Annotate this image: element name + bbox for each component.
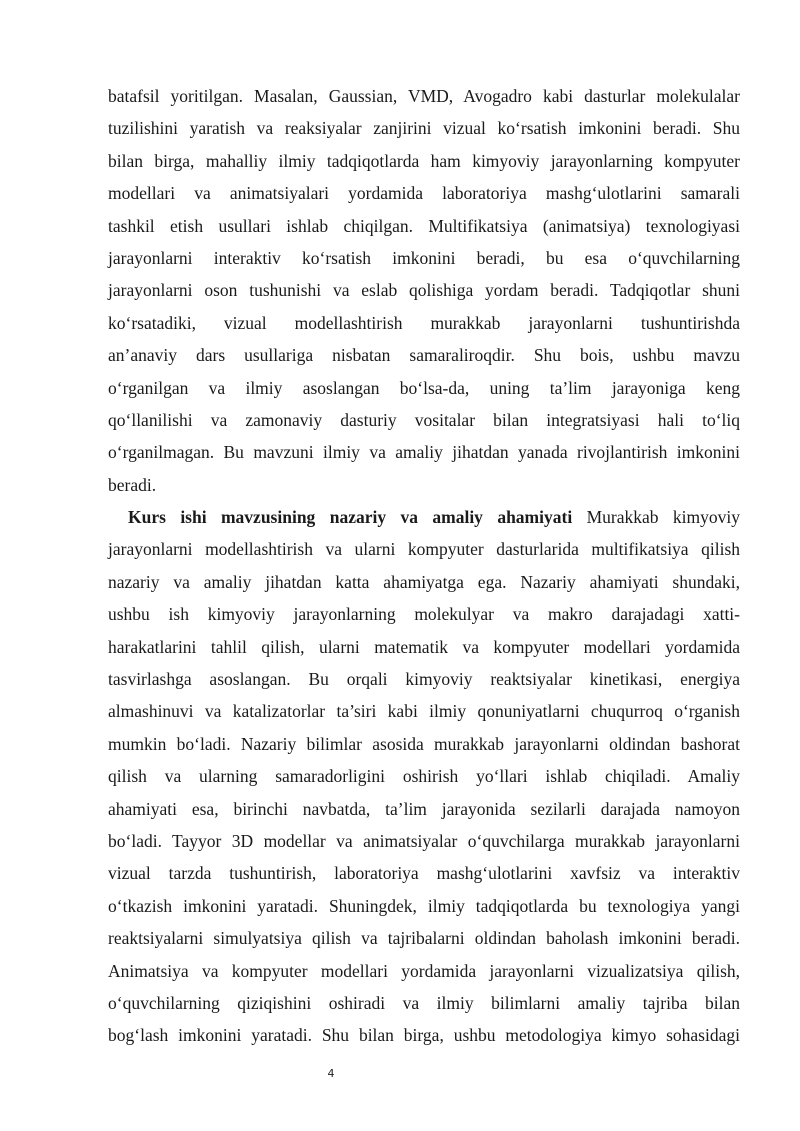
page-number: 4 [327, 1067, 335, 1080]
text-line: mumkin bo‘ladi. Nazariy bilimlar asosida murakkab jarayonlarni oldindan bashorat [108, 733, 740, 754]
text-line: Animatsiya va kompyuter modellari yordamida jarayonlarni vizualizatsiya qilish, [108, 960, 740, 981]
text-line: qo‘llanilishi va zamonaviy dasturiy vositalar bilan integratsiyasi hali to‘liq [108, 409, 740, 430]
text-line: jarayonlarni modellashtirish va ularni kompyuter dasturlarida multifikatsiya qilish [108, 539, 740, 560]
text-line: beradi. [108, 474, 157, 495]
heading-line [108, 501, 740, 533]
text-line: bo‘ladi. Tayyor 3D modellar va animatsiyalar o‘quvchilarga murakkab jarayonlarni [108, 830, 740, 851]
text-line: ushbu ish kimyoviy jarayonlarning molekulyar va makro darajadagi xatti- [108, 604, 740, 625]
text-line: o‘tkazish imkonini yaratadi. Shuningdek, ilmiy tadqiqotlarda bu texnologiya yangi [108, 895, 740, 916]
text-line: ahamiyati esa, birinchi navbatda, ta’lim jarayonida sezilarli darajada namoyon [108, 798, 740, 819]
text-line: o‘quvchilarning qiziqishini oshiradi va ilmiy bilimlarni amaliy tajriba bilan [108, 992, 740, 1013]
heading-line-rest: Murakkab kimyoviy [572, 507, 741, 528]
text-line: o‘rganilgan va ilmiy asoslangan bo‘lsa-da, uning ta’lim jarayoniga keng [108, 377, 740, 398]
text-line: bilan birga, mahalliy ilmiy tadqiqotlarda ham kimyoviy jarayonlarning kompyuter [108, 150, 740, 171]
text-line: nazariy va amaliy jihatdan katta ahamiyatga ega. Nazariy ahamiyati shundaki, [108, 571, 740, 592]
text-line: ko‘rsatadiki, vizual modellashtirish murakkab jarayonlarni tushuntirishda [108, 312, 740, 333]
text-line: jarayonlarni oson tushunishi va eslab qolishiga yordam beradi. Tadqiqotlar shuni [108, 280, 740, 301]
text-line: batafsil yoritilgan. Masalan, Gaussian, VMD, Avogadro kabi dasturlar molekulalar [108, 86, 740, 106]
text-line: jarayonlarni interaktiv ko‘rsatish imkonini beradi, bu esa o‘quvchilarning [108, 247, 740, 268]
text-line: modellari va animatsiyalari yordamida laboratoriya mashg‘ulotlarini samarali [108, 183, 740, 204]
text-line: o‘rganilmagan. Bu mavzuni ilmiy va amaliy jihatdan yanada rivojlantirish imkonini [108, 442, 740, 463]
text-line: almashinuvi va katalizatorlar ta’siri kabi ilmiy qonuniyatlarni chuqurroq o‘rganish [108, 701, 740, 722]
text-line: tuzilishini yaratish va reaksiyalar zanjirini vizual ko‘rsatish imkonini beradi. Shu [108, 118, 740, 139]
section-heading: Kurs ishi mavzusining nazariy va amaliy ahamiyati [128, 507, 573, 528]
text-line: reaktsiyalarni simulyatsiya qilish va tajribalarni oldindan baholash imkonini beradi. [108, 928, 740, 949]
text-line: an’anaviy dars usullariga nisbatan samaraliroqdir. Shu bois, ushbu mavzu [108, 345, 740, 366]
paragraph-1 [108, 80, 740, 501]
text-line: harakatlarini tahlil qilish, ularni matematik va kompyuter modellari yordamida [108, 636, 740, 657]
text-line: qilish va ularning samaradorligini oshirish yo‘llari ishlab chiqiladi. Amaliy [108, 766, 740, 787]
text-line: vizual tarzda tushuntirish, laboratoriya mashg‘ulotlarini xavfsiz va interaktiv [108, 863, 740, 884]
text-line: tasvirlashga asoslangan. Bu orqali kimyoviy reaktsiyalar kinetikasi, energiya [108, 669, 740, 690]
text-line: bog‘lash imkonini yaratadi. Shu bilan birga, ushbu metodologiya kimyo sohasidagi [108, 1025, 740, 1046]
text-line: tashkil etish usullari ishlab chiqilgan. Multifikatsiya (animatsiya) texnologiyasi [108, 215, 740, 236]
body-text [108, 80, 740, 1052]
paragraph-2 [108, 501, 740, 1052]
